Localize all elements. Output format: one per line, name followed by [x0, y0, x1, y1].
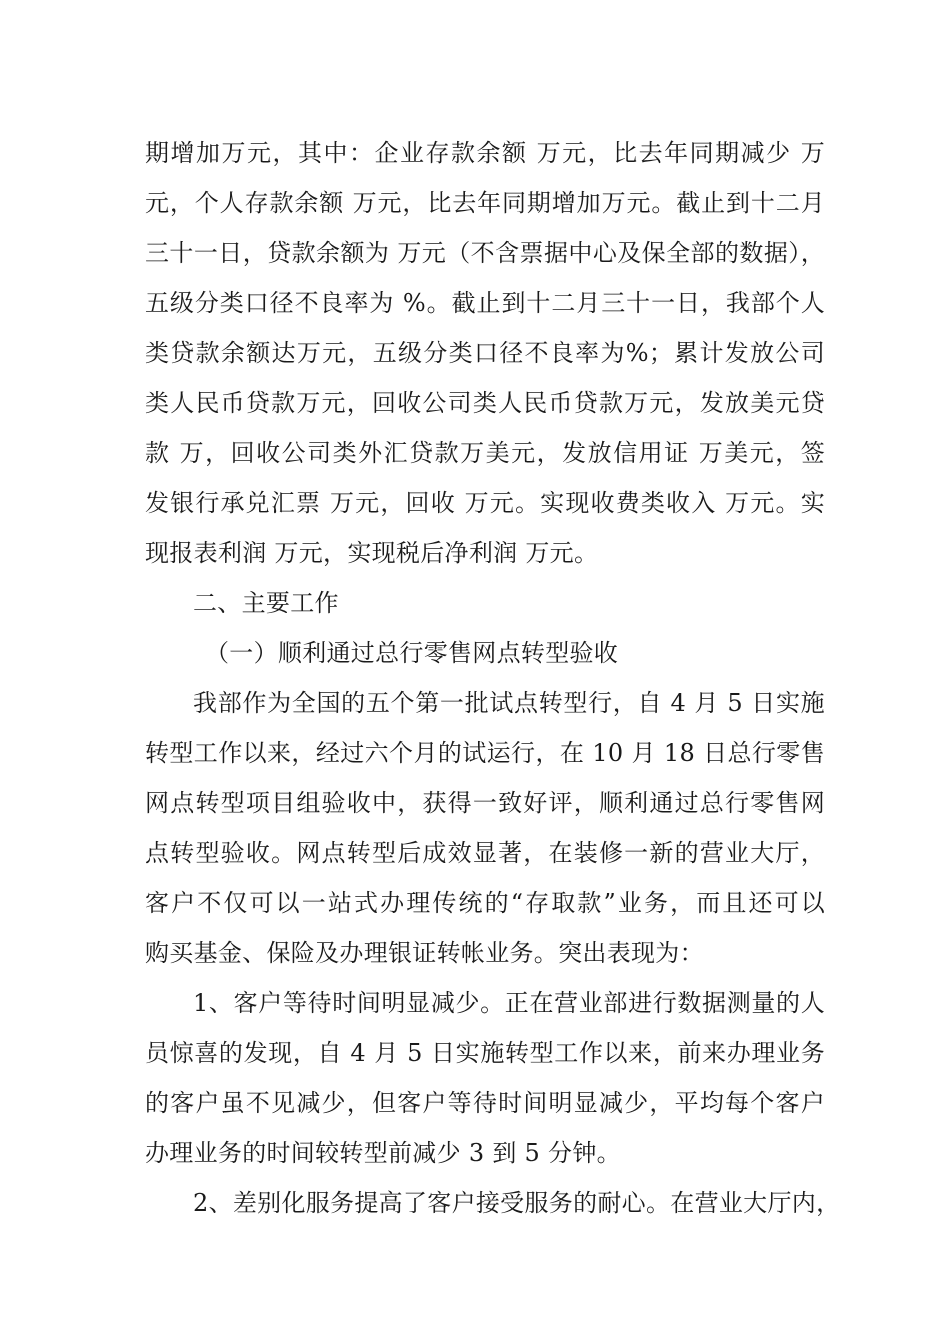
body-text-line: 期增加万元，其中：企业存款余额 万元，比去年同期减少 万 [145, 139, 825, 167]
body-text-line: 的客户虽不见减少，但客户等待时间明显减少，平均每个客户 [145, 1089, 825, 1117]
body-text-line: 购买基金、保险及办理银证转帐业务。突出表现为： [145, 939, 704, 967]
body-text-line: 款 万，回收公司类外汇贷款万美元，发放信用证 万美元，签 [145, 439, 825, 467]
section-heading: 二、主要工作 [193, 589, 339, 617]
body-text-line: 现报表利润 万元，实现税后净利润 万元。 [145, 539, 599, 567]
body-text-line: 点转型验收。网点转型后成效显著，在装修一新的营业大厅， [145, 839, 825, 867]
body-text-line: 三十一日，贷款余额为 万元（不含票据中心及保全部的数据）， [145, 239, 825, 267]
body-text-line: 类人民币贷款万元，回收公司类人民币贷款万元，发放美元贷 [145, 389, 825, 417]
body-text-line: 发银行承兑汇票 万元，回收 万元。实现收费类收入 万元。实 [145, 489, 825, 517]
body-text-line: 五级分类口径不良率为 %。截止到十二月三十一日，我部个人 [145, 289, 825, 317]
body-text-line: 客户不仅可以一站式办理传统的“存取款”业务，而且还可以 [145, 889, 825, 917]
body-text-line: 元，个人存款余额 万元，比去年同期增加万元。截止到十二月 [145, 189, 825, 217]
list-item-first-line: 2、差别化服务提高了客户接受服务的耐心。在营业大厅内， [193, 1189, 841, 1217]
body-text-line: 转型工作以来，经过六个月的试运行，在 10 月 18 日总行零售 [145, 739, 825, 767]
list-item-first-line: 1、客户等待时间明显减少。正在营业部进行数据测量的人 [193, 989, 825, 1017]
subsection-heading: （一）顺利通过总行零售网点转型验收 [205, 639, 619, 667]
body-text-line: 类贷款余额达万元，五级分类口径不良率为%；累计发放公司 [145, 339, 825, 367]
paragraph-first-line: 我部作为全国的五个第一批试点转型行，自 4 月 5 日实施 [193, 689, 825, 717]
body-text-line: 员惊喜的发现，自 4 月 5 日实施转型工作以来，前来办理业务 [145, 1039, 825, 1067]
body-text-line: 办理业务的时间较转型前减少 3 到 5 分钟。 [145, 1139, 621, 1167]
body-text-line: 网点转型项目组验收中，获得一致好评，顺利通过总行零售网 [145, 789, 825, 817]
